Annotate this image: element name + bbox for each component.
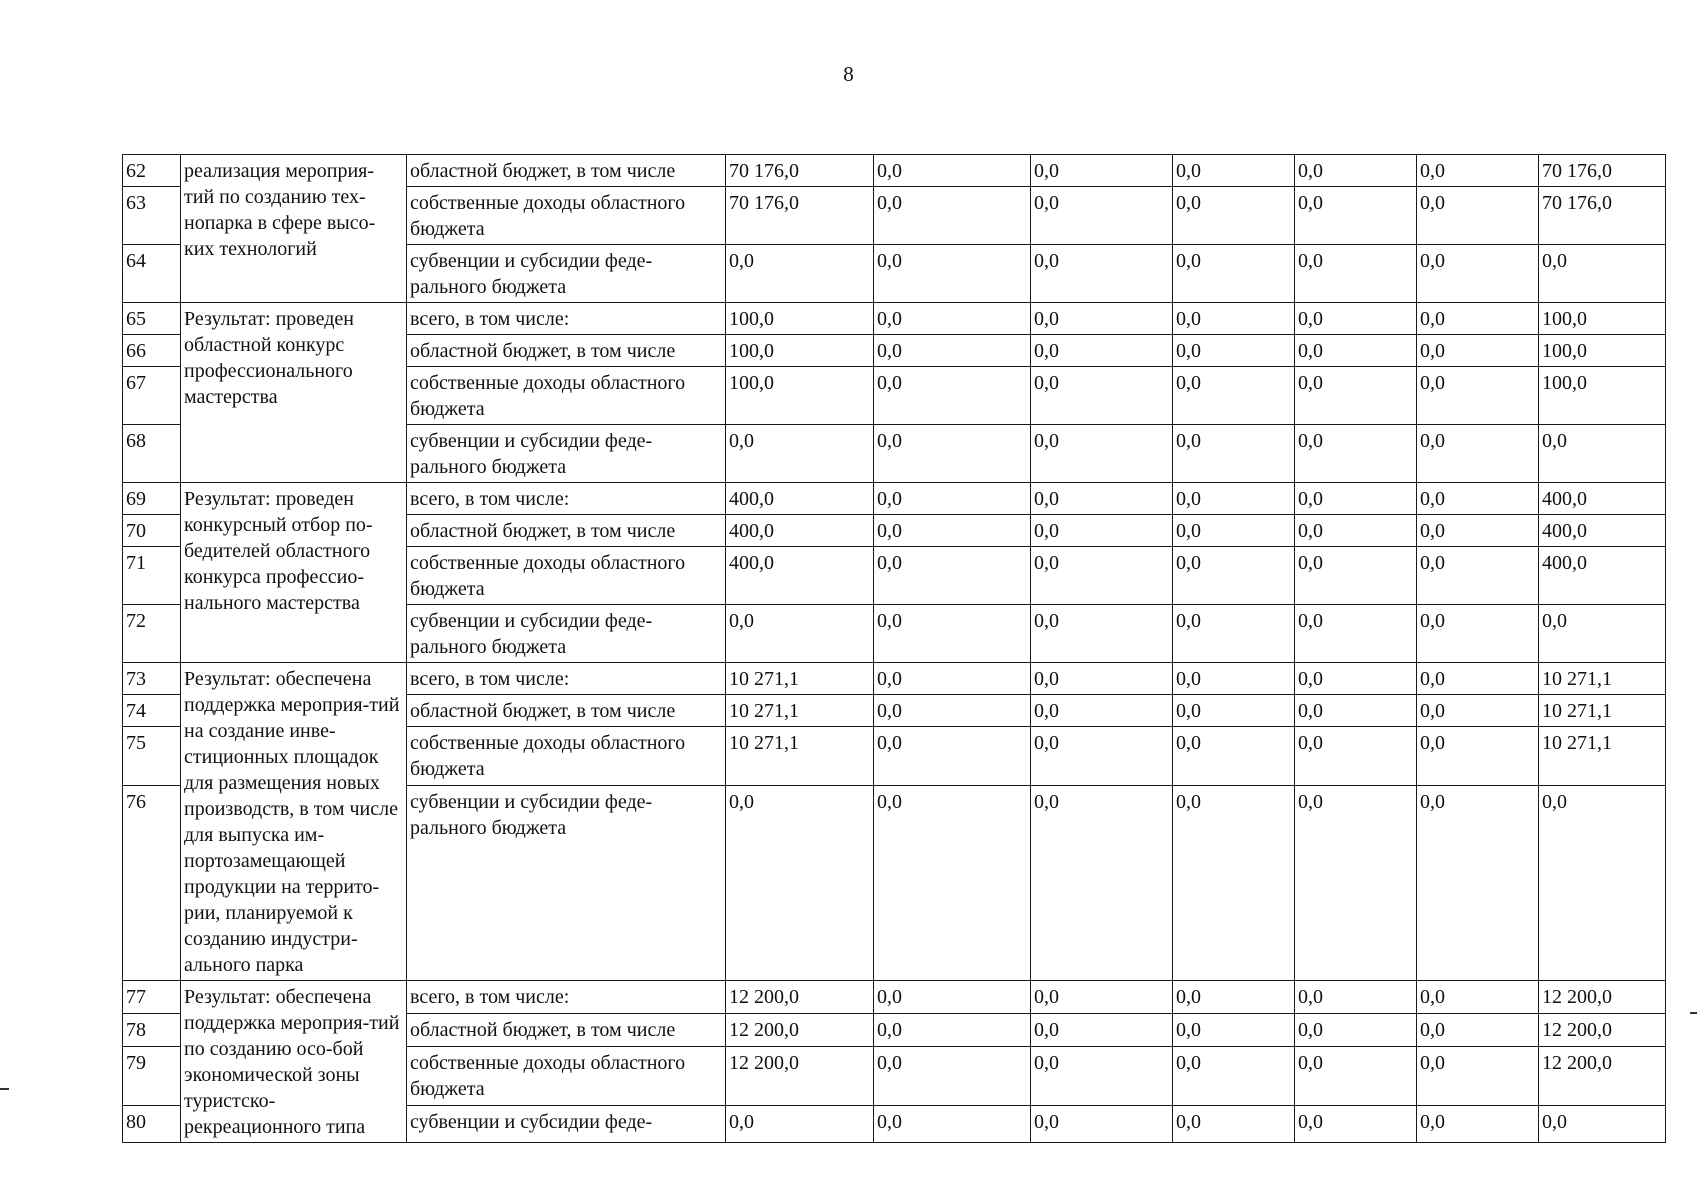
amount-cell: 100,0	[726, 335, 874, 367]
row-number: 62	[123, 155, 181, 187]
amount-cell: 0,0	[874, 785, 1031, 980]
amount-cell: 0,0	[1417, 727, 1539, 785]
amount-cell: 0,0	[1295, 155, 1417, 187]
amount-cell: 0,0	[726, 1106, 874, 1143]
amount-cell: 0,0	[1173, 727, 1295, 785]
amount-cell: 0,0	[874, 695, 1031, 727]
table-row	[123, 981, 1666, 1014]
amount-cell: 0,0	[1031, 303, 1173, 335]
funding-source: областной бюджет, в том числе	[407, 695, 726, 727]
row-number: 78	[123, 1013, 181, 1046]
amount-cell: 0,0	[874, 1106, 1031, 1143]
amount-cell: 0,0	[1295, 1046, 1417, 1105]
amount-cell: 0,0	[1417, 605, 1539, 663]
amount-cell: 0,0	[1031, 605, 1173, 663]
amount-cell: 0,0	[874, 547, 1031, 605]
row-number: 65	[123, 303, 181, 335]
amount-cell: 70 176,0	[1539, 187, 1666, 245]
amount-cell: 100,0	[1539, 335, 1666, 367]
funding-source: собственные доходы областного бюджета	[407, 1046, 726, 1105]
amount-cell: 0,0	[1417, 1046, 1539, 1105]
row-number: 79	[123, 1046, 181, 1105]
funding-source: субвенции и субсидии феде-рального бюджета	[407, 785, 726, 980]
amount-cell: 0,0	[874, 245, 1031, 303]
amount-cell: 0,0	[1295, 483, 1417, 515]
measure-description: Результат: обеспечена поддержка мероприя-тий по созданию осо-бой экономической зоны туристско-рекреационного типа	[181, 981, 407, 1143]
amount-cell: 0,0	[1031, 1013, 1173, 1046]
amount-cell: 12 200,0	[726, 1013, 874, 1046]
amount-cell: 0,0	[1295, 547, 1417, 605]
amount-cell: 10 271,1	[726, 727, 874, 785]
amount-cell: 0,0	[1295, 663, 1417, 695]
amount-cell: 0,0	[1295, 303, 1417, 335]
funding-source: областной бюджет, в том числе	[407, 515, 726, 547]
amount-cell: 0,0	[1295, 605, 1417, 663]
amount-cell: 0,0	[1539, 245, 1666, 303]
amount-cell: 0,0	[1173, 605, 1295, 663]
table-row	[123, 155, 1666, 187]
amount-cell: 0,0	[1295, 695, 1417, 727]
amount-cell: 10 271,1	[1539, 695, 1666, 727]
amount-cell: 0,0	[1539, 425, 1666, 483]
funding-source: собственные доходы областного бюджета	[407, 727, 726, 785]
amount-cell: 0,0	[874, 1013, 1031, 1046]
row-number: 73	[123, 663, 181, 695]
amount-cell: 0,0	[1295, 1013, 1417, 1046]
amount-cell: 12 200,0	[1539, 981, 1666, 1014]
funding-source: областной бюджет, в том числе	[407, 335, 726, 367]
amount-cell: 0,0	[1417, 981, 1539, 1014]
amount-cell: 400,0	[726, 483, 874, 515]
amount-cell: 0,0	[1031, 1046, 1173, 1105]
row-number: 77	[123, 981, 181, 1014]
funding-source: всего, в том числе:	[407, 303, 726, 335]
measure-description: Результат: проведен областной конкурс профессионального мастерства	[181, 303, 407, 483]
amount-cell: 0,0	[1031, 245, 1173, 303]
row-number: 75	[123, 727, 181, 785]
amount-cell: 70 176,0	[726, 155, 874, 187]
amount-cell: 0,0	[1417, 1106, 1539, 1143]
amount-cell: 0,0	[874, 483, 1031, 515]
amount-cell: 400,0	[726, 515, 874, 547]
page-number: 8	[843, 62, 854, 86]
amount-cell: 0,0	[1031, 515, 1173, 547]
amount-cell: 0,0	[1295, 425, 1417, 483]
funding-source: собственные доходы областного бюджета	[407, 367, 726, 425]
amount-cell: 0,0	[726, 785, 874, 980]
row-number: 63	[123, 187, 181, 245]
amount-cell: 0,0	[726, 425, 874, 483]
funding-source: всего, в том числе:	[407, 981, 726, 1014]
amount-cell: 10 271,1	[1539, 663, 1666, 695]
amount-cell: 0,0	[1173, 785, 1295, 980]
amount-cell: 0,0	[1417, 515, 1539, 547]
amount-cell: 0,0	[1173, 425, 1295, 483]
amount-cell: 100,0	[1539, 303, 1666, 335]
amount-cell: 0,0	[1295, 1106, 1417, 1143]
amount-cell: 0,0	[1031, 367, 1173, 425]
table-row	[123, 483, 1666, 515]
amount-cell: 0,0	[1295, 515, 1417, 547]
amount-cell: 0,0	[1295, 245, 1417, 303]
measure-description: реализация мероприя-тий по созданию тех-нопарка в сфере высо-ких технологий	[181, 155, 407, 303]
amount-cell: 10 271,1	[1539, 727, 1666, 785]
amount-cell: 12 200,0	[1539, 1046, 1666, 1105]
funding-source: собственные доходы областного бюджета	[407, 547, 726, 605]
amount-cell: 0,0	[1417, 547, 1539, 605]
amount-cell: 70 176,0	[1539, 155, 1666, 187]
amount-cell: 0,0	[1417, 155, 1539, 187]
budget-table	[122, 154, 1666, 1143]
funding-source: субвенции и субсидии феде-	[407, 1106, 726, 1143]
funding-source: субвенции и субсидии феде-рального бюджета	[407, 245, 726, 303]
amount-cell: 10 271,1	[726, 663, 874, 695]
scan-mark	[0, 1088, 9, 1090]
amount-cell: 0,0	[1031, 483, 1173, 515]
amount-cell: 0,0	[1173, 1046, 1295, 1105]
amount-cell: 0,0	[874, 155, 1031, 187]
amount-cell: 0,0	[1031, 785, 1173, 980]
row-number: 66	[123, 335, 181, 367]
funding-source: собственные доходы областного бюджета	[407, 187, 726, 245]
table-row	[123, 303, 1666, 335]
amount-cell: 0,0	[1173, 547, 1295, 605]
amount-cell: 0,0	[1173, 155, 1295, 187]
amount-cell: 0,0	[1173, 187, 1295, 245]
funding-source: областной бюджет, в том числе	[407, 155, 726, 187]
scan-mark	[1690, 1012, 1697, 1014]
amount-cell: 0,0	[1417, 785, 1539, 980]
row-number: 68	[123, 425, 181, 483]
amount-cell: 10 271,1	[726, 695, 874, 727]
amount-cell: 0,0	[1417, 303, 1539, 335]
amount-cell: 0,0	[1031, 187, 1173, 245]
amount-cell: 400,0	[1539, 515, 1666, 547]
row-number: 71	[123, 547, 181, 605]
amount-cell: 0,0	[1031, 727, 1173, 785]
amount-cell: 400,0	[726, 547, 874, 605]
funding-source: субвенции и субсидии феде-рального бюджета	[407, 425, 726, 483]
amount-cell: 0,0	[1173, 663, 1295, 695]
amount-cell: 0,0	[874, 425, 1031, 483]
amount-cell: 0,0	[1173, 303, 1295, 335]
amount-cell: 0,0	[1539, 605, 1666, 663]
amount-cell: 0,0	[874, 187, 1031, 245]
row-number: 74	[123, 695, 181, 727]
amount-cell: 0,0	[1417, 695, 1539, 727]
amount-cell: 0,0	[874, 663, 1031, 695]
amount-cell: 0,0	[1031, 981, 1173, 1014]
amount-cell: 0,0	[1295, 187, 1417, 245]
amount-cell: 0,0	[1031, 663, 1173, 695]
amount-cell: 70 176,0	[726, 187, 874, 245]
funding-source: субвенции и субсидии феде-рального бюджета	[407, 605, 726, 663]
amount-cell: 0,0	[1173, 245, 1295, 303]
amount-cell: 12 200,0	[726, 1046, 874, 1105]
amount-cell: 0,0	[1031, 155, 1173, 187]
amount-cell: 0,0	[1295, 727, 1417, 785]
amount-cell: 0,0	[1173, 367, 1295, 425]
amount-cell: 100,0	[1539, 367, 1666, 425]
amount-cell: 0,0	[1539, 1106, 1666, 1143]
funding-source: всего, в том числе:	[407, 483, 726, 515]
amount-cell: 0,0	[1295, 335, 1417, 367]
table-row	[123, 663, 1666, 695]
measure-description: Результат: проведен конкурсный отбор по-бедителей областного конкурса профессио-нального мастерства	[181, 483, 407, 663]
amount-cell: 0,0	[1417, 367, 1539, 425]
amount-cell: 0,0	[1417, 245, 1539, 303]
amount-cell: 0,0	[1031, 695, 1173, 727]
row-number: 76	[123, 785, 181, 980]
amount-cell: 0,0	[1417, 663, 1539, 695]
amount-cell: 0,0	[1031, 335, 1173, 367]
amount-cell: 0,0	[1173, 981, 1295, 1014]
amount-cell: 0,0	[726, 245, 874, 303]
amount-cell: 0,0	[1173, 695, 1295, 727]
amount-cell: 0,0	[874, 1046, 1031, 1105]
amount-cell: 0,0	[1031, 425, 1173, 483]
amount-cell: 0,0	[1173, 1106, 1295, 1143]
amount-cell: 0,0	[1417, 483, 1539, 515]
amount-cell: 0,0	[874, 367, 1031, 425]
amount-cell: 0,0	[1417, 1013, 1539, 1046]
funding-source: областной бюджет, в том числе	[407, 1013, 726, 1046]
amount-cell: 0,0	[1031, 547, 1173, 605]
amount-cell: 0,0	[1173, 483, 1295, 515]
amount-cell: 0,0	[1417, 425, 1539, 483]
amount-cell: 0,0	[1173, 335, 1295, 367]
amount-cell: 0,0	[726, 605, 874, 663]
amount-cell: 0,0	[874, 727, 1031, 785]
amount-cell: 0,0	[1417, 335, 1539, 367]
amount-cell: 0,0	[1295, 981, 1417, 1014]
funding-source: всего, в том числе:	[407, 663, 726, 695]
amount-cell: 12 200,0	[726, 981, 874, 1014]
amount-cell: 0,0	[1173, 515, 1295, 547]
amount-cell: 0,0	[874, 303, 1031, 335]
row-number: 70	[123, 515, 181, 547]
amount-cell: 100,0	[726, 303, 874, 335]
amount-cell: 0,0	[874, 515, 1031, 547]
amount-cell: 0,0	[874, 335, 1031, 367]
amount-cell: 0,0	[1295, 367, 1417, 425]
amount-cell: 0,0	[1173, 1013, 1295, 1046]
amount-cell: 0,0	[1539, 785, 1666, 980]
amount-cell: 0,0	[1031, 1106, 1173, 1143]
amount-cell: 0,0	[874, 605, 1031, 663]
amount-cell: 400,0	[1539, 547, 1666, 605]
row-number: 69	[123, 483, 181, 515]
row-number: 72	[123, 605, 181, 663]
amount-cell: 100,0	[726, 367, 874, 425]
measure-description: Результат: обеспечена поддержка мероприя-тий на создание инве-стиционных площадок для размещения новых производств, в том числе для выпуска им-портозамещающей продукции на террито-рии, планируемой к созданию индустри-ального парка	[181, 663, 407, 981]
amount-cell: 12 200,0	[1539, 1013, 1666, 1046]
row-number: 64	[123, 245, 181, 303]
amount-cell: 0,0	[874, 981, 1031, 1014]
table-body	[123, 155, 1666, 1143]
amount-cell: 400,0	[1539, 483, 1666, 515]
amount-cell: 0,0	[1295, 785, 1417, 980]
row-number: 67	[123, 367, 181, 425]
amount-cell: 0,0	[1417, 187, 1539, 245]
row-number: 80	[123, 1106, 181, 1143]
